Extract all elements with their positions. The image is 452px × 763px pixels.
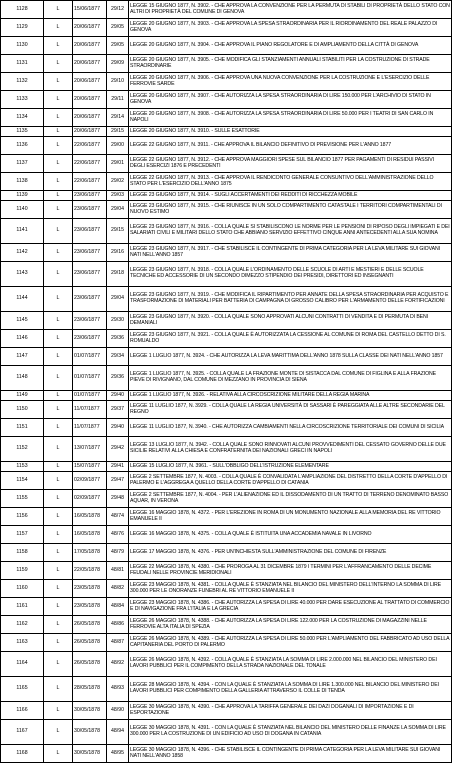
record-type: L [44, 330, 73, 348]
record-date: 16/05/1878 [73, 526, 107, 544]
record-code: 29/12 [107, 1, 129, 19]
record-code: 48/93 [107, 677, 129, 702]
law-register-rows [1, 1, 452, 763]
record-number: 1139 [1, 191, 44, 201]
record-code: 48/84 [107, 598, 129, 616]
record-type: L [44, 616, 73, 634]
record-number: 1156 [1, 508, 44, 526]
table-row [1, 287, 452, 312]
record-number: 1134 [1, 109, 44, 127]
record-code: 48/81 [107, 562, 129, 580]
record-title: LEGGE 22 MAGGIO 1878, N. 4380. - CHE PROROGA AL 31 DICEMBRE 1879 I TERMINI PER L'AFFRANCAMENTO DELLE DECIME FEUDALI NELLE PROVINCIE MERIDIONALI [129, 562, 452, 580]
record-code: 29/47 [107, 472, 129, 490]
record-type: L [44, 419, 73, 437]
record-type: L [44, 677, 73, 702]
record-title: LEGGE 20 GIUGNO 1877, N. 3905. - CHE MODIFICA GLI STANZIAMENTI ANNUALI STABILITI PER LA COSTRUZIONE DI STRADE STRAORDINARIE [129, 55, 452, 73]
record-number: 1159 [1, 562, 44, 580]
record-type: L [44, 55, 73, 73]
record-title: LEGGE 20 GIUGNO 1877, N. 3908. - CHE AUTORIZZA LA SPESA STRAORDINARIA DI LIRE 50.000 PER I TEATRI DI SAN CARLO IN NAPOLI [129, 109, 452, 127]
record-code: 29/11 [107, 91, 129, 109]
record-date: 23/06/1877 [73, 201, 107, 219]
record-number: 1168 [1, 745, 44, 763]
table-row [1, 462, 452, 472]
record-date: 22/06/1877 [73, 155, 107, 173]
record-title: LEGGE 23 GIUGNO 1877, N. 3915. - CHE RIUNISCE IN UN SOLO COMPARTIMENTO CATASTALE I TERRITORI COMPARTIMENTALI DI NUOVO ESTIMO [129, 201, 452, 219]
record-type: L [44, 109, 73, 127]
record-date: 20/06/1877 [73, 19, 107, 37]
record-title: LEGGE 23 GIUGNO 1877, N. 3917. - CHE STABILISCE IL CONTINGENTE DI PRIMA CATEGORIA PER LA LEVA MILITARE SUI GIOVANI NATI NELL'ANNO 1857 [129, 244, 452, 262]
record-date: 28/05/1878 [73, 677, 107, 702]
record-type: L [44, 562, 73, 580]
record-date: 23/06/1877 [73, 191, 107, 201]
table-row [1, 544, 452, 562]
table-row [1, 652, 452, 677]
record-type: L [44, 37, 73, 55]
record-number: 1142 [1, 244, 44, 262]
record-code: 29/04 [107, 201, 129, 219]
record-number: 1151 [1, 419, 44, 437]
record-title: LEGGE 22 GIUGNO 1877, N. 3912. - CHE APPROVA MAGGIORI SPESE SUL BILANCIO 1877 PER PAGAMENTI DI RESIDUI PASSIVI DEGLI ESERCIZI 1876 E PRECEDENTI [129, 155, 452, 173]
record-type: L [44, 219, 73, 244]
record-type: L [44, 127, 73, 137]
record-number: 1132 [1, 73, 44, 91]
record-type: L [44, 401, 73, 419]
table-row [1, 616, 452, 634]
record-code: 29/03 [107, 191, 129, 201]
record-date: 20/06/1877 [73, 127, 107, 137]
record-title: LEGGE 15 LUGLIO 1877, N. 3961. - SULL'OBBLIGO DELL'ISTRUZIONE ELEMENTARE [129, 462, 452, 472]
record-number: 1135 [1, 127, 44, 137]
record-date: 23/06/1877 [73, 244, 107, 262]
record-title: LEGGE 26 MAGGIO 1878, N. 4392. - COLLA QUALE È STANZIATA LA SOMMA DI LIRE 2.000.000 NEL BILANCIO DEL MINISTERO DEI LAVORI PUBBLICI PER IL COMPIMENTO DELLA STRADA NAZIONALE DEL TONALE [129, 652, 452, 677]
record-type: L [44, 634, 73, 652]
record-number: 1143 [1, 262, 44, 287]
record-date: 26/05/1878 [73, 634, 107, 652]
record-number: 1130 [1, 37, 44, 55]
record-date: 22/06/1877 [73, 173, 107, 191]
record-type: L [44, 462, 73, 472]
record-type: L [44, 348, 73, 366]
record-code: 48/95 [107, 745, 129, 763]
record-type: L [44, 191, 73, 201]
record-type: L [44, 201, 73, 219]
table-row [1, 598, 452, 616]
record-number: 1136 [1, 137, 44, 155]
record-type: L [44, 702, 73, 720]
record-number: 1144 [1, 287, 44, 312]
record-title: LEGGE 16 MAGGIO 1878, N. 4375. - COLLA QUALE È ISTITUITA UNA ACCADEMIA NAVALE IN LIVORNO [129, 526, 452, 544]
record-title: LEGGE 23 MAGGIO 1878, N. 4386. - CHE AUTORIZZA LA SPESA DI LIRE 40.000 PER DARE ESECUZIONE AL TRATTATO DI COMMERCIO E DI NAVIGAZIONE FRA L'ITALIA E LA GRECIA [129, 598, 452, 616]
record-code: 48/86 [107, 616, 129, 634]
table-row [1, 155, 452, 173]
record-code: 29/16 [107, 244, 129, 262]
record-type: L [44, 366, 73, 391]
table-row [1, 312, 452, 330]
record-title: LEGGE 2 SETTEMBRE 1877, N. 4004. - PER L'ALIENAZIONE ED IL DISSODAMENTO DI UN TRATTO DI TERRENO DENOMINATO BASSO AQUAR, IN VERONA [129, 490, 452, 508]
record-title: LEGGE 20 GIUGNO 1877, N. 3904. - CHE APPROVA IL PIANO REGOLATORE E DI AMPLIAMENTO DELLA CITTÀ DI GENOVA [129, 37, 452, 55]
record-date: 15/06/1877 [73, 1, 107, 19]
record-date: 02/09/1877 [73, 490, 107, 508]
record-number: 1147 [1, 348, 44, 366]
record-date: 23/06/1877 [73, 287, 107, 312]
record-type: L [44, 472, 73, 490]
record-title: LEGGE 1 LUGLIO 1877, N. 3925. - COLLA QUALE LA FRAZIONE MONTE DI SISTACCA DAL COMUNE DI FIGLINA E ALLA FRAZIONE PIEVE DI RIVIGNANO, DAL COMUNE DI MEZZANO IN PROVINCIA DI SIENA [129, 366, 452, 391]
record-number: 1141 [1, 219, 44, 244]
table-row [1, 391, 452, 401]
table-row [1, 173, 452, 191]
record-date: 01/07/1877 [73, 348, 107, 366]
record-code: 29/30 [107, 312, 129, 330]
record-title: LEGGE 20 GIUGNO 1877, N. 3907. - CHE AUTORIZZA LA SPESA STRAORDINARIA DI LIRE 150.000 PER L'ARCHIVIO DI STATO IN GENOVA [129, 91, 452, 109]
record-date: 20/06/1877 [73, 37, 107, 55]
table-row [1, 127, 452, 137]
table-row [1, 137, 452, 155]
record-type: L [44, 312, 73, 330]
record-code: 48/82 [107, 580, 129, 598]
table-row [1, 19, 452, 37]
record-title: LEGGE 23 GIUGNO 1877, N. 3919. - CHE MODIFICA IL RIPARTIMENTO PER ANNATE DELLA SPESA STRAORDINARIA PER ACQUISTO E TRASFORMAZIONE DI MATERIALI PER BATTERIA DI CAMPAGNA DI GROSSO CALIBRO PER L'ARMAMENTO DELLE FORTIFICAZIONI [129, 287, 452, 312]
record-date: 01/07/1877 [73, 391, 107, 401]
record-type: L [44, 490, 73, 508]
record-code: 29/41 [107, 462, 129, 472]
table-row [1, 201, 452, 219]
record-code: 48/94 [107, 720, 129, 745]
table-row [1, 745, 452, 763]
record-number: 1162 [1, 616, 44, 634]
record-date: 23/06/1877 [73, 330, 107, 348]
record-title: LEGGE 22 GIUGNO 1877, N. 3913. - CHE APPROVA IL RENDICONTO GENERALE CONSUNTIVO DELL'AMMINISTRAZIONE DELLO STATO PER L'ESERCIZIO DELL'ANNO 1875 [129, 173, 452, 191]
record-date: 20/06/1877 [73, 109, 107, 127]
record-type: L [44, 137, 73, 155]
record-date: 23/06/1877 [73, 219, 107, 244]
table-row [1, 244, 452, 262]
record-date: 20/06/1877 [73, 55, 107, 73]
record-title: LEGGE 23 GIUGNO 1877, N. 3921. - COLLA QUALE È AUTORIZZATA LA CESSIONE AL COMUNE DI ROMA DEL CASTELLO DETTO DI S. ROMUALDO [129, 330, 452, 348]
record-number: 1148 [1, 366, 44, 391]
record-number: 1145 [1, 312, 44, 330]
record-number: 1153 [1, 462, 44, 472]
record-number: 1138 [1, 173, 44, 191]
table-row [1, 580, 452, 598]
record-date: 22/06/1877 [73, 137, 107, 155]
record-code: 29/14 [107, 109, 129, 127]
record-date: 17/05/1878 [73, 544, 107, 562]
record-code: 29/34 [107, 348, 129, 366]
record-number: 1163 [1, 634, 44, 652]
record-type: L [44, 580, 73, 598]
record-number: 1167 [1, 720, 44, 745]
record-type: L [44, 155, 73, 173]
record-code: 29/04 [107, 287, 129, 312]
record-date: 26/05/1878 [73, 616, 107, 634]
record-title: LEGGE 23 MAGGIO 1878, N. 4381. - COLLA QUALE È STANZIATA NEL BILANCIO DEL MINISTERO DELL'INTERNO LA SOMMA DI LIRE 300.000 PER LE ONORANZE FUNEBRI AL RE VITTORIO EMANUELE II [129, 580, 452, 598]
record-number: 1164 [1, 652, 44, 677]
table-row [1, 526, 452, 544]
table-row [1, 348, 452, 366]
record-code: 48/76 [107, 526, 129, 544]
record-code: 48/90 [107, 702, 129, 720]
record-number: 1150 [1, 401, 44, 419]
record-title: LEGGE 15 GIUGNO 1877, N. 3902. - CHE APPROVA LA CONVENZIONE PER LA PERMUTA DI STABILI DI PROPRIETÀ DELLO STATO CON ALTRI DI PROPRIETÀ DEL COMUNE DI GENOVA [129, 1, 452, 19]
table-row [1, 55, 452, 73]
record-code: 29/09 [107, 55, 129, 73]
record-title: LEGGE 11 LUGLIO 1877, N. 3929. - COLLA QUALE LA REGIA UNIVERSITÀ DI SASSARI È PAREGGIATA ALLE ALTRE SECONDARIE DEL REGNO [129, 401, 452, 419]
table-row [1, 508, 452, 526]
table-row [1, 37, 452, 55]
table-row [1, 720, 452, 745]
record-number: 1149 [1, 391, 44, 401]
record-title: LEGGE 30 MAGGIO 1878, N. 4390. - CHE APPROVA LA TARIFFA GENERALE DEI DAZI DOGANALI DI IMPORTAZIONE E DI ESPORTAZIONE [129, 702, 452, 720]
record-code: 48/79 [107, 544, 129, 562]
record-title: LEGGE 30 MAGGIO 1878, N. 4396. - CHE STABILISCE IL CONTINGENTE DI PRIMA CATEGORIA PER LA LEVA MILITARE SUI GIOVANI NATI NELL'ANNO 1858 [129, 745, 452, 763]
record-title: LEGGE 1 LUGLIO 1877, N. 3924. - CHE AUTORIZZA LA LEVA MARITTIMA DELL'ANNO 1878 SULLA CLASSE DEI NATI NELL'ANNO 1857 [129, 348, 452, 366]
record-title: LEGGE 23 GIUGNO 1877, N. 3920. - COLLA QUALE SONO APPROVATI ALCUNI CONTRATTI DI VENDITA E DI PERMUTA DI BENI DEMANIALI [129, 312, 452, 330]
record-date: 02/09/1877 [73, 472, 107, 490]
record-title: LEGGE 2 SETTEMBRE 1877, N. 4003. - COLLA QUALE È CONVALIDATA L'AMPLIAZIONE DEL DISTRETTO DELLA CORTE D'APPELLO DI PALERMO E L'AGGREGA A QUELLO DELLA CORTE D'APPELLO DI CATANIA [129, 472, 452, 490]
table-row [1, 91, 452, 109]
record-number: 1155 [1, 490, 44, 508]
table-row [1, 191, 452, 201]
record-date: 20/06/1877 [73, 73, 107, 91]
record-number: 1129 [1, 19, 44, 37]
record-title: LEGGE 30 MAGGIO 1878, N. 4391. - CON LA QUALE È STANZIATA NEL BILANCIO DEL MINISTERO DELLE FINANZE LA SOMMA DI LIRE 300.000 PER LA COSTRUZIONE DI UN EDIFICIO AD USO DI DOGANA IN CATANIA [129, 720, 452, 745]
record-date: 20/06/1877 [73, 91, 107, 109]
record-type: L [44, 544, 73, 562]
record-type: L [44, 508, 73, 526]
record-number: 1131 [1, 55, 44, 73]
record-number: 1161 [1, 598, 44, 616]
record-title: LEGGE 20 GIUGNO 1877, N. 3903. - CHE APPROVA LA SPESA STRAORDINARIA PER IL RIORDINAMENTO DEL REALE PALAZZO DI GENOVA [129, 19, 452, 37]
record-date: 30/05/1878 [73, 745, 107, 763]
record-title: LEGGE 26 MAGGIO 1878, N. 4389. - CHE AUTORIZZA LA SPESA DI LIRE 50.000 PER L'AMPLIAMENTO DEL FABBRICATO AD USO DELLA CAPITANERIA DEL PORTO DI PALERMO [129, 634, 452, 652]
record-date: 26/05/1878 [73, 652, 107, 677]
record-code: 29/36 [107, 366, 129, 391]
record-date: 16/05/1878 [73, 508, 107, 526]
record-type: L [44, 73, 73, 91]
table-row [1, 109, 452, 127]
record-type: L [44, 391, 73, 401]
record-title: LEGGE 1 LUGLIO 1877, N. 3926. - RELATIVA ALLA CIRCOSCRIZIONE MILITARE DELLA REGIA MARINA [129, 391, 452, 401]
table-row [1, 677, 452, 702]
record-title: LEGGE 13 LUGLIO 1877, N. 3942. - COLLA QUALE SONO RINNOVATI ALCUNI PROVVEDIMENTI DEL CESSATO GOVERNO DELLE DUE SICILIE RELATIVI ALLA CHIESA E CONFRATERNITA DEI NAZIONALI GRECI IN NAPOLI [129, 437, 452, 462]
table-row [1, 262, 452, 287]
record-code: 29/15 [107, 127, 129, 137]
record-type: L [44, 437, 73, 462]
record-code: 29/02 [107, 173, 129, 191]
table-row [1, 73, 452, 91]
record-type: L [44, 262, 73, 287]
record-code: 29/42 [107, 437, 129, 462]
record-title: LEGGE 20 GIUGNO 1877, N. 3906. - CHE APPROVA UNA NUOVA CONVENZIONE PER LA COSTRUZIONE E L'ESERCIZIO DELLE FERROVIE SARDE [129, 73, 452, 91]
record-code: 48/74 [107, 508, 129, 526]
table-row [1, 472, 452, 490]
record-number: 1158 [1, 544, 44, 562]
record-type: L [44, 173, 73, 191]
record-type: L [44, 745, 73, 763]
record-number: 1154 [1, 472, 44, 490]
record-title: LEGGE 11 LUGLIO 1877, N. 3940. - CHE AUTORIZZA CAMBIAMENTI NELLA CIRCOSCRIZIONE TERRITORIALE DEI COMUNI DI SICILIA [129, 419, 452, 437]
record-number: 1128 [1, 1, 44, 19]
table-row [1, 634, 452, 652]
record-type: L [44, 1, 73, 19]
record-date: 23/05/1878 [73, 580, 107, 598]
record-title: LEGGE 20 GIUGNO 1877, N. 3910. - SULLE ESATTORIE [129, 127, 452, 137]
record-title: LEGGE 23 GIUGNO 1877, N. 3916. - COLLA QUALE SI STABILISCONO LE NORME PER LE PENSIONI DI RIPOSO DEGLI IMPIEGATI E DEI SALARIATI CIVILI E MILITARI DELLO STATO CHE ABBIANO SERVIZIO EFFETTIVO CINQUE ANNI ANTECEDENTI ALLA SUA NOMINA [129, 219, 452, 244]
record-title: LEGGE 22 GIUGNO 1877, N. 3911. - CHE APPROVA IL BILANCIO DEFINITIVO DI PREVISIONE PER L'ANNO 1877 [129, 137, 452, 155]
record-type: L [44, 91, 73, 109]
record-code: 29/05 [107, 19, 129, 37]
record-code: 29/36 [107, 330, 129, 348]
table-row [1, 702, 452, 720]
table-row [1, 366, 452, 391]
record-date: 22/05/1878 [73, 562, 107, 580]
record-date: 11/07/1877 [73, 419, 107, 437]
record-date: 30/05/1878 [73, 702, 107, 720]
record-code: 29/40 [107, 391, 129, 401]
record-code: 48/87 [107, 634, 129, 652]
record-number: 1152 [1, 437, 44, 462]
record-code: 29/05 [107, 37, 129, 55]
record-title: LEGGE 16 MAGGIO 1878, N. 4372. - PER L'EREZIONE IN ROMA DI UN MONUMENTO NAZIONALE ALLA MEMORIA DEL RE VITTORIO EMANUELE II [129, 508, 452, 526]
record-title: LEGGE 23 GIUGNO 1877, N. 3918. - COLLA QUALE L'ORDINAMENTO DELLE SCUOLE DI ARTI E MESTIERI E DELLE SCUOLE TECNICHE ED ACCESSORIE DI UN SECONDO DIMEZZO STIPENDIO DEI PRESIDI, DIRETTORI ED INSEGNANTI [129, 262, 452, 287]
table-row [1, 401, 452, 419]
record-code: 29/48 [107, 490, 129, 508]
table-row [1, 562, 452, 580]
record-type: L [44, 598, 73, 616]
record-type: L [44, 652, 73, 677]
record-type: L [44, 244, 73, 262]
record-date: 13/07/1877 [73, 437, 107, 462]
table-row [1, 1, 452, 19]
record-code: 29/18 [107, 262, 129, 287]
record-type: L [44, 526, 73, 544]
record-type: L [44, 19, 73, 37]
record-date: 11/07/1877 [73, 401, 107, 419]
record-type: L [44, 720, 73, 745]
record-title: LEGGE 23 GIUGNO 1877, N. 3914. - SUGLI ACCERTAMENTI DEI REDDITI DI RICCHEZZA MOBILE [129, 191, 452, 201]
record-number: 1160 [1, 580, 44, 598]
record-code: 29/00 [107, 137, 129, 155]
record-type: L [44, 287, 73, 312]
record-number: 1157 [1, 526, 44, 544]
record-number: 1140 [1, 201, 44, 219]
record-date: 15/07/1877 [73, 462, 107, 472]
record-number: 1137 [1, 155, 44, 173]
table-row [1, 330, 452, 348]
table-row [1, 490, 452, 508]
table-row [1, 219, 452, 244]
record-title: LEGGE 26 MAGGIO 1878, N. 4388. - CHE AUTORIZZA LA SPESA DI LIRE 122.000 PER LA COSTRUZIONE DI MAGAZZINI NELLE FERROVIE ALTA ITALIA DI SPEZIA [129, 616, 452, 634]
record-date: 23/05/1878 [73, 598, 107, 616]
record-date: 30/05/1878 [73, 720, 107, 745]
record-code: 29/15 [107, 219, 129, 244]
record-number: 1166 [1, 702, 44, 720]
record-title: LEGGE 28 MAGGIO 1878, N. 4394. - CON LA QUALE È STANZIATA LA SOMMA DI LIRE 1.300.000 NEL BILANCIO DEL MINISTERO DEI LAVORI PUBBLICI PER COMPIMENTO DELLA GALLERIA ATTRAVERSO IL COLLE DI TENDA [129, 677, 452, 702]
record-date: 23/06/1877 [73, 312, 107, 330]
record-code: 29/01 [107, 155, 129, 173]
record-number: 1133 [1, 91, 44, 109]
record-number: 1146 [1, 330, 44, 348]
record-code: 29/40 [107, 419, 129, 437]
record-date: 23/06/1877 [73, 262, 107, 287]
record-title: LEGGE 17 MAGGIO 1878, N. 4376. - PER UN'INCHIESTA SULL'AMMINISTRAZIONE DEL COMUNE DI FIRENZE [129, 544, 452, 562]
record-number: 1165 [1, 677, 44, 702]
record-code: 29/37 [107, 401, 129, 419]
record-date: 01/07/1877 [73, 366, 107, 391]
record-code: 29/10 [107, 73, 129, 91]
table-row [1, 437, 452, 462]
record-code: 48/92 [107, 652, 129, 677]
table-row [1, 419, 452, 437]
